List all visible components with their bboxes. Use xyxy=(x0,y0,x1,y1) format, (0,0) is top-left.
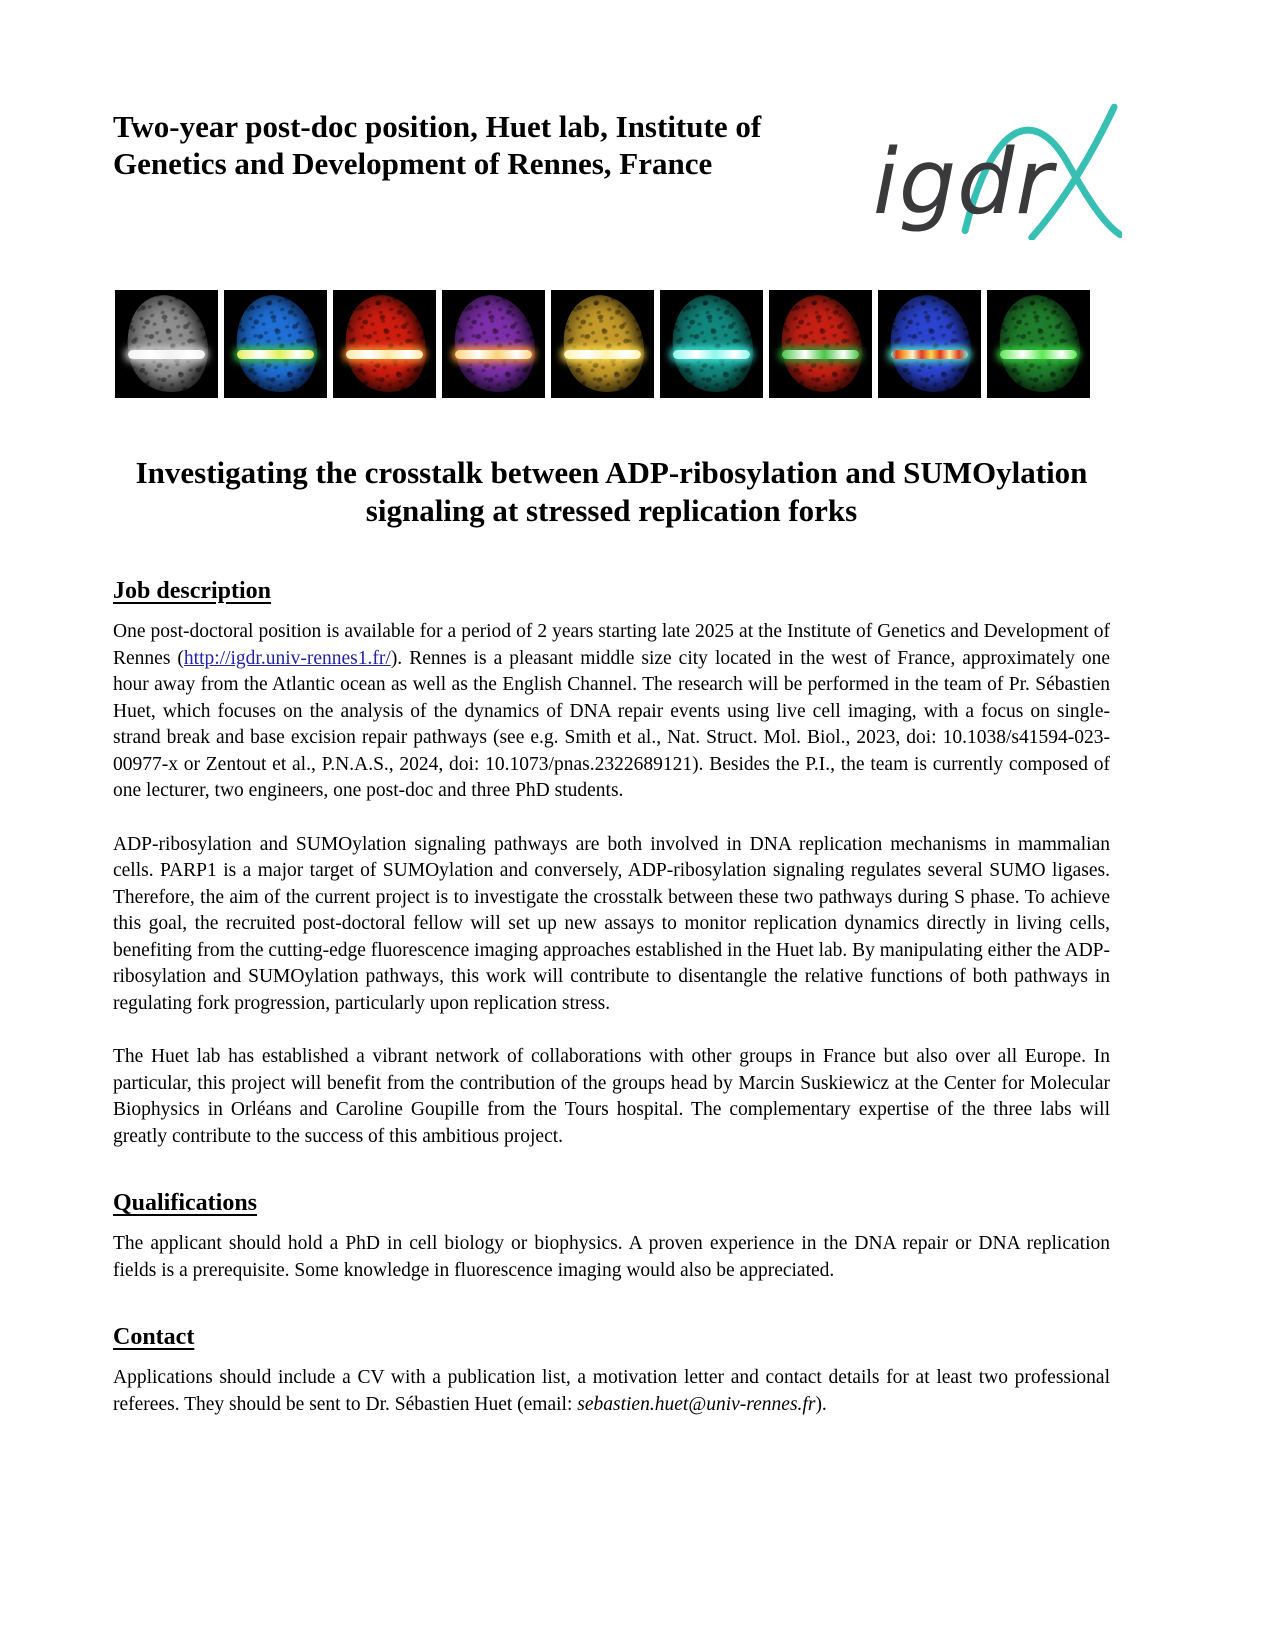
qualifications-paragraph: The applicant should hold a PhD in cell biology or biophysics. A proven experience in the DNA repair or DNA replication fields is a prerequisite. Some knowledge in fluorescence imaging would also be appreciated. xyxy=(113,1233,1110,1281)
nucleus-panel-7-red-nucleus-green-stripe xyxy=(769,290,872,398)
laser-stripe xyxy=(673,350,750,359)
paragraph-text: Applications should include a CV with a publication list, a motivation letter and contact details for at least two professional referees. They should be sent to Dr. Sébastien Huet (email: xyxy=(113,1367,1110,1415)
nucleus-panel-3-red-nucleus-white-yellow-stripe xyxy=(333,290,436,398)
header xyxy=(113,108,1110,240)
contact-email: sebastien.huet@univ-rennes.fr xyxy=(577,1393,816,1415)
nucleus-panel-4-purple-nucleus-orange-stripe xyxy=(442,290,545,398)
nucleus-panel-6-teal-nucleus-cyan-stripe xyxy=(660,290,763,398)
nucleus-blob xyxy=(224,290,327,398)
paragraph-text: One post-doctoral position is available for a period of 2 years starting late 2025 at the Institute of Genetics and Development of Rennes ( xyxy=(113,621,1110,669)
nucleus-panel-1-grayscale-nucleus-white-stripe xyxy=(115,290,218,398)
paragraph-text: ). Rennes is a pleasant middle size city located in the west of France, approximately one hour away from the Atlantic ocean as well as the English Channel. The research will be performed in the team of Pr. Sébastien Huet, which focuses on the analysis of the dynamics of DNA repair events using live cell imaging, with a focus on single-strand break and base excision repair pathways (see e.g. Smith et al., Nat. Struct. Mol. Biol., 2023, doi: 10.1038/s41594-023-00977-x or Zentout et al., P.N.A.S., 2024, doi: 10.1073/pnas.2322689121). Besides the P.I., the team is currently composed of one lecturer, two engineers, one post-doc and three PhD students. xyxy=(113,647,1111,801)
microscopy-strip xyxy=(115,290,1110,398)
logo-text: igdr xyxy=(872,130,1054,236)
nucleus-blob xyxy=(987,290,1090,398)
nucleus-blob xyxy=(442,290,545,398)
laser-stripe xyxy=(128,350,205,359)
job-description-paragraph-1 xyxy=(113,619,1110,805)
job-description-paragraph-2: ADP-ribosylation and SUMOylation signaling pathways are both involved in DNA replication mechanisms in mammalian cells. PARP1 is a major target of SUMOylation and conversely, ADP-ribosylation signaling regulates several SUMO ligases. Therefore, the aim of the current project is to investigate the crosstalk between these two pathways during S phase. To achieve this goal, the recruited post-doctoral fellow will set up new assays to monitor replication dynamics directly in living cells, benefiting from the cutting-edge fluorescence imaging approaches established in the Huet lab. By manipulating either the ADP-ribosylation and SUMOylation pathways, this work will contribute to disentangle the relative functions of both pathways in regulating fork progression, particularly upon replication stress. xyxy=(113,833,1110,1014)
nucleus-blob xyxy=(551,290,654,398)
nucleus-panel-9-green-nucleus-bright-green-stripe xyxy=(987,290,1090,398)
igdr-website-link[interactable]: http://igdr.univ-rennes1.fr/ xyxy=(183,647,391,669)
contact-heading: Contact xyxy=(113,1324,195,1350)
laser-stripe xyxy=(455,350,532,359)
laser-stripe xyxy=(891,350,968,359)
laser-stripe xyxy=(782,350,859,359)
contact-paragraph xyxy=(113,1365,1110,1418)
nucleus-blob xyxy=(115,290,218,398)
job-description-paragraph-3: The Huet lab has established a vibrant network of collaborations with other groups in France but also over all Europe. In particular, this project will benefit from the contribution of the groups head by Marcin Suskiewicz at the Center for Molecular Biophysics in Orléans and Caroline Goupille from the Tours hospital. The complementary expertise of the three labs will greatly contribute to the success of this ambitious project. xyxy=(113,1046,1110,1147)
job-description-heading: Job description xyxy=(113,578,272,604)
laser-stripe xyxy=(564,350,641,359)
qualifications-heading: Qualifications xyxy=(113,1190,258,1216)
laser-stripe xyxy=(1000,350,1077,359)
nucleus-blob xyxy=(333,290,436,398)
document-title: Two-year post-doc position, Huet lab, Institute of Genetics and Development of Rennes, France xyxy=(113,109,762,181)
laser-stripe xyxy=(346,350,423,359)
project-title: Investigating the crosstalk between ADP-ribosylation and SUMOylation signaling at stressed replication forks xyxy=(135,455,1088,528)
nucleus-panel-8-blue-nucleus-rainbow-stripe xyxy=(878,290,981,398)
nucleus-blob xyxy=(769,290,872,398)
paragraph-text: ). xyxy=(815,1393,827,1415)
nucleus-panel-2-blue-nucleus-yellow-green-stripe xyxy=(224,290,327,398)
nucleus-panel-5-gold-nucleus-yellow-stripe xyxy=(551,290,654,398)
igdr-logo xyxy=(867,90,1122,240)
laser-stripe xyxy=(237,350,314,359)
nucleus-blob xyxy=(660,290,763,398)
nucleus-blob xyxy=(878,290,981,398)
